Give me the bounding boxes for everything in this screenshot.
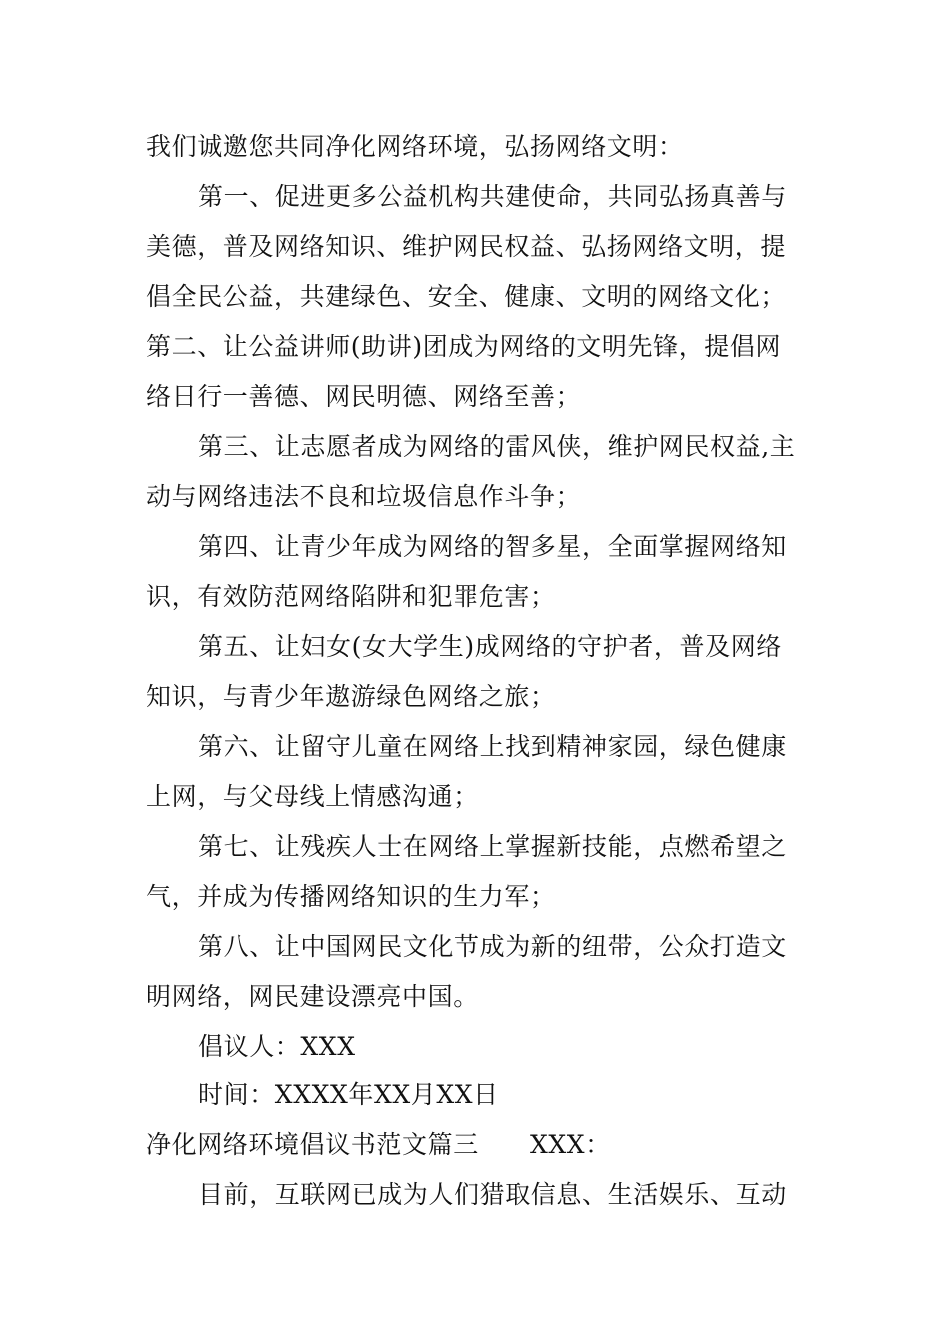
text-line: 第三、让志愿者成为网络的雷风侠，维护网民权益,主	[198, 432, 796, 461]
text-line: 第二、让公益讲师(助讲)团成为网络的文明先锋，提倡网	[146, 332, 782, 361]
signatory-line: 倡议人：XXX	[198, 1032, 356, 1061]
text-line: 第八、让中国网民文化节成为新的纽带，公众打造文	[198, 932, 787, 961]
text-line: 目前，互联网已成为人们猎取信息、生活娱乐、互动	[198, 1180, 787, 1209]
text-line: 络日行一善德、网民明德、网络至善；	[146, 382, 582, 411]
section-heading: 净化网络环境倡议书范文篇三 XXX：	[146, 1130, 611, 1159]
text-line: 上网，与父母线上情感沟通；	[146, 782, 479, 811]
text-line: 第七、让残疾人士在网络上掌握新技能，点燃希望之	[198, 832, 787, 861]
date-line: 时间：XXXX年XX月XX日	[198, 1080, 499, 1109]
text-line: 我们诚邀您共同净化网络环境，弘扬网络文明：	[146, 132, 684, 161]
text-line: 识，有效防范网络陷阱和犯罪危害；	[146, 582, 556, 611]
text-line: 第四、让青少年成为网络的智多星，全面掌握网络知	[198, 532, 787, 561]
text-line: 美德，普及网络知识、维护网民权益、弘扬网络文明，提	[146, 232, 787, 261]
text-line: 倡全民公益，共建绿色、安全、健康、文明的网络文化；	[146, 282, 787, 311]
text-line: 第六、让留守儿童在网络上找到精神家园，绿色健康	[198, 732, 787, 761]
text-line: 气，并成为传播网络知识的生力军；	[146, 882, 556, 911]
text-line: 明网络，网民建设漂亮中国。	[146, 982, 479, 1011]
text-line: 第一、促进更多公益机构共建使命，共同弘扬真善与	[198, 182, 787, 211]
text-line: 动与网络违法不良和垃圾信息作斗争；	[146, 482, 582, 511]
text-line: 知识，与青少年遨游绿色网络之旅；	[146, 682, 556, 711]
text-line: 第五、让妇女(女大学生)成网络的守护者，普及网络	[198, 632, 782, 661]
